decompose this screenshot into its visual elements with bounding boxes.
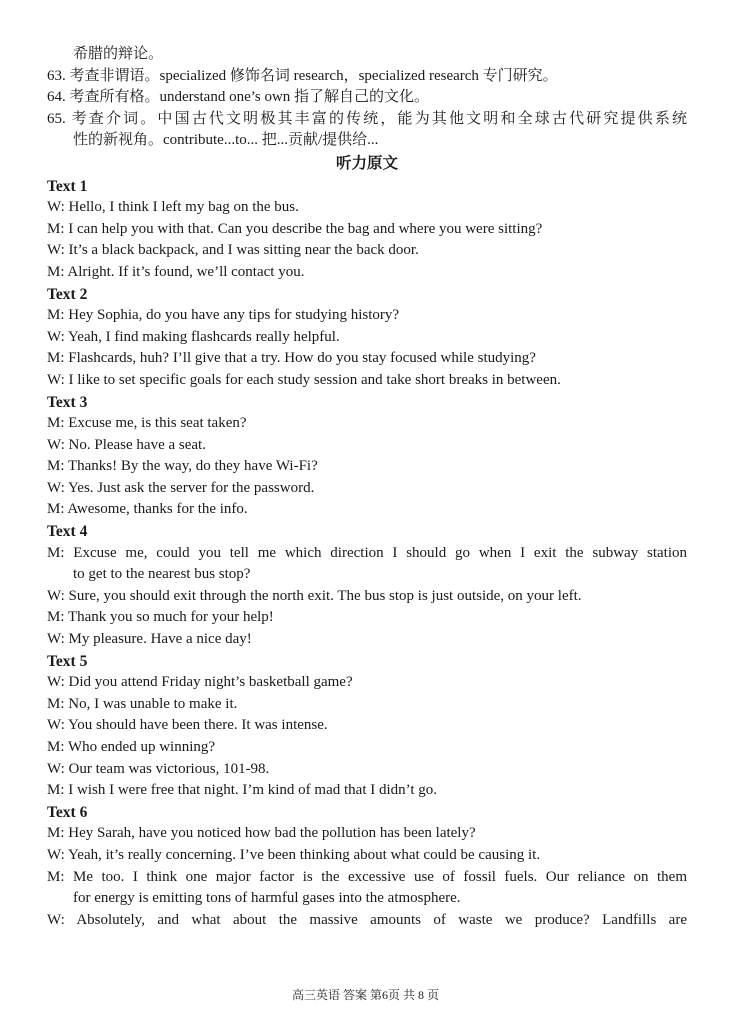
text-heading: Text 3 [47, 393, 88, 411]
section-title: 听力原文 [335, 154, 398, 172]
dialogue-line: W: Yes. Just ask the server for the password. [47, 479, 315, 496]
dialogue-line: M: No, I was unable to make it. [47, 695, 238, 712]
answer-63: 63. 考查非谓语。specialized 修饰名词 research，specialized research 专门研究。 [47, 67, 558, 84]
text-heading: Text 4 [47, 523, 88, 541]
answer-64: 64. 考查所有格。understand one’s own 指了解自己的文化。 [47, 89, 430, 106]
dialogue-line: W: You should have been there. It was intense. [47, 717, 328, 734]
dialogue-line: W: Our team was victorious, 101-98. [47, 760, 270, 777]
dialogue-line: M: Hey Sarah, have you noticed how bad the pollution has been lately? [47, 825, 476, 842]
dialogue-line-continuation: for energy is emitting tons of harmful gases into the atmosphere. [73, 890, 461, 907]
dialogue-line: M: I can help you with that. Can you describe the bag and where you were sitting? [47, 220, 543, 237]
dialogue-line: W: My pleasure. Have a nice day! [47, 631, 252, 648]
dialogue-line: W: Absolutely, and what about the massive amounts of waste we produce? Landfills are [47, 911, 687, 928]
answer-65: 65. 考查介词。中国古代文明极其丰富的传统，能为其他文明和全球古代研究提供系统 [47, 110, 687, 127]
dialogue-line: M: I wish I were free that night. I’m kind of mad that I didn’t go. [47, 782, 438, 799]
dialogue-line: W: No. Please have a seat. [47, 436, 206, 453]
dialogue-line: W: Did you attend Friday night’s basketball game? [47, 674, 353, 691]
text-heading: Text 2 [47, 285, 88, 303]
dialogue-line: M: Me too. I think one major factor is the excessive use of fossil fuels. Our reliance on them [47, 868, 687, 885]
dialogue-line: W: Hello, I think I left my bag on the bus. [47, 199, 299, 216]
dialogue-line: W: I like to set specific goals for each study session and take short breaks in between. [47, 371, 561, 388]
dialogue-line: M: Alright. If it’s found, we’ll contact you. [47, 263, 305, 280]
text-heading: Text 6 [47, 803, 88, 821]
dialogue-line: M: Thanks! By the way, do they have Wi-Fi? [47, 458, 318, 475]
dialogue-line: M: Flashcards, huh? I’ll give that a try. How do you stay focused while studying? [47, 350, 536, 367]
dialogue-line: W: Yeah, I find making flashcards really helpful. [47, 328, 340, 345]
answer-65-continuation: 性的新视角。contribute...to... 把...贡献/提供给... [73, 132, 379, 149]
dialogue-line: W: It’s a black backpack, and I was sitting near the back door. [47, 242, 419, 259]
dialogue-line: M: Excuse me, is this seat taken? [47, 415, 247, 432]
text-heading: Text 1 [47, 177, 88, 195]
dialogue-line-continuation: to get to the nearest bus stop? [73, 566, 251, 583]
dialogue-line: M: Awesome, thanks for the info. [47, 501, 248, 518]
dialogue-line: M: Hey Sophia, do you have any tips for studying history? [47, 307, 400, 324]
dialogue-line: W: Yeah, it’s really concerning. I’ve been thinking about what could be causing it. [47, 846, 541, 863]
dialogue-line: M: Excuse me, could you tell me which direction I should go when I exit the subway station [47, 544, 687, 561]
dialogue-line: M: Thank you so much for your help! [47, 609, 274, 626]
text-heading: Text 5 [47, 652, 88, 670]
dialogue-line: M: Who ended up winning? [47, 739, 216, 755]
page-footer: 高三英语 答案 第6页 共 8 页 [291, 988, 439, 1002]
page-content [47, 44, 687, 931]
dialogue-line: W: Sure, you should exit through the north exit. The bus stop is just outside, on your left. [47, 587, 582, 604]
answer-continuation: 希腊的辩论。 [73, 46, 164, 62]
